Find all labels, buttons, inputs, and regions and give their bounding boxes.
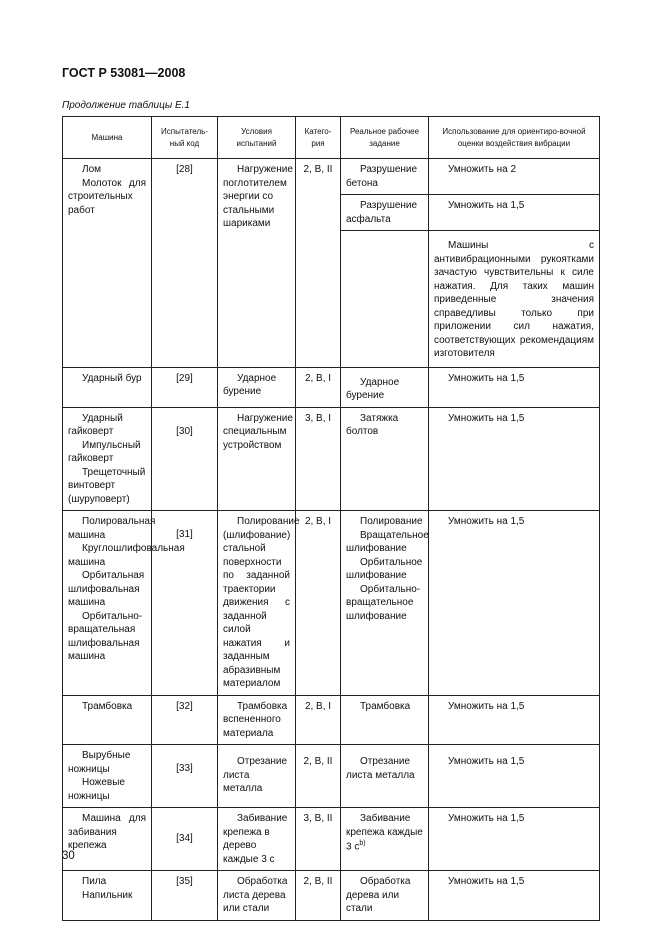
machine-cell <box>63 407 152 511</box>
real-task-cell <box>341 511 429 696</box>
col-header-machine: Машина <box>63 117 152 159</box>
col-header-conditions: Условия испытаний <box>218 117 296 159</box>
machine-name: Полировальная машина <box>68 516 156 541</box>
machine-name: Круглошлифовальная машина <box>68 543 185 568</box>
table-row <box>63 745 600 808</box>
usage-cell: Умножить на 2 <box>429 159 600 195</box>
usage-cell: Умножить на 1,5 <box>429 808 600 871</box>
col-header-real-task: Реальное рабочее задание <box>341 117 429 159</box>
real-task-text: Забивание крепежа каждые 3 с <box>346 813 423 853</box>
machine-name: Лом <box>82 164 101 175</box>
usage-cell: Умножить на 1,5 <box>429 511 600 696</box>
conditions-cell: Забивание крепежа в дерево каждые 3 с <box>218 808 296 871</box>
real-task-item: Вращательное шлифование <box>346 529 429 554</box>
real-task-cell <box>341 808 429 871</box>
usage-cell: Умножить на 1,5 <box>429 407 600 511</box>
test-code-cell: [29] <box>152 367 218 407</box>
test-code-cell: [35] <box>152 871 218 921</box>
test-code-cell: [28] <box>152 159 218 368</box>
machine-name: Орбитально-вращательная шлифовальная машина <box>68 610 143 662</box>
conditions-cell: Трамбовка вспененного материала <box>218 695 296 745</box>
table-row <box>63 159 600 195</box>
machine-cell <box>63 745 152 808</box>
category-cell: 2, В, I <box>296 367 341 407</box>
category-cell: 3, В, II <box>296 808 341 871</box>
machine-name: Трещеточный винтоверт (шуруповерт) <box>68 466 146 505</box>
footnote-marker: b) <box>359 840 366 847</box>
col-header-test-code: Испытатель-ный код <box>152 117 218 159</box>
usage-cell: Умножить на 1,5 <box>429 695 600 745</box>
table-caption: Продолжение таблицы Е.1 <box>62 100 190 111</box>
real-task-item: Орбитальное шлифование <box>346 556 423 581</box>
conditions-cell: Полирование (шлифование) стальной поверхности по заданной траектории движения с заданной силой нажатия и заданным абразивным материалом <box>218 511 296 696</box>
table-row <box>63 367 600 407</box>
test-code-cell: [30] <box>152 407 218 511</box>
conditions-cell: Отрезание листа металла <box>218 745 296 808</box>
machine-name: Молоток для строительных работ <box>68 177 146 216</box>
col-header-usage: Использование для ориентиро-вочной оценки воздействия вибрации <box>429 117 600 159</box>
usage-cell: Умножить на 1,5 <box>429 745 600 808</box>
col-header-category: Катего-рия <box>296 117 341 159</box>
test-code-cell: [31] <box>152 511 218 696</box>
machine-name: Трамбовка <box>82 700 133 712</box>
real-task-item: Полирование <box>360 516 423 527</box>
real-task-cell: Обработка дерева или стали <box>341 871 429 921</box>
usage-note-cell: Машины с антивибрационными рукоятками зачастую чувствительны к силе нажатия. Для таких машин приведенные значения справедливы только при приложении сил нажатия, соответствующих рекомендациям изготовителя <box>429 231 600 368</box>
machine-cell <box>63 695 152 745</box>
machine-cell <box>63 808 152 871</box>
document-code: ГОСТ Р 53081—2008 <box>62 66 186 80</box>
usage-cell: Умножить на 1,5 <box>429 871 600 921</box>
real-task-cell: Разрушение бетона <box>341 159 429 195</box>
category-cell: 2, В, II <box>296 159 341 368</box>
real-task-cell: Затяжка болтов <box>341 407 429 511</box>
real-task-cell: Ударное бурение <box>341 367 429 407</box>
real-task-item: Орбитально-вращательное шлифование <box>346 583 421 622</box>
machine-cell <box>63 159 152 368</box>
category-cell: 2, В, I <box>296 511 341 696</box>
real-task-cell: Трамбовка <box>341 695 429 745</box>
machine-name: Пила <box>82 876 107 887</box>
conditions-cell: Нагружение поглотителем энергии со стальными шариками <box>218 159 296 368</box>
machine-name: Машина для забивания крепежа <box>68 813 146 851</box>
conditions-cell: Нагружение специальным устройством <box>218 407 296 511</box>
category-cell: 2, В, II <box>296 745 341 808</box>
conditions-cell: Ударное бурение <box>218 367 296 407</box>
machine-name: Ножевые ножницы <box>68 777 125 802</box>
machine-name: Вырубные ножницы <box>68 750 131 775</box>
real-task-cell: Разрушение асфальта <box>341 195 429 231</box>
category-cell: 3, В, I <box>296 407 341 511</box>
real-task-cell: Отрезание листа металла <box>341 745 429 808</box>
test-code-cell: [33] <box>152 745 218 808</box>
category-cell: 2, В, II <box>296 871 341 921</box>
machine-name: Ударный гайковерт <box>68 412 123 437</box>
test-code-cell: [34] <box>152 808 218 871</box>
usage-cell: Умножить на 1,5 <box>429 367 600 407</box>
test-code-cell: [32] <box>152 695 218 745</box>
machine-name: Импульсный гайковерт <box>68 439 141 464</box>
real-task-cell <box>341 231 429 368</box>
vibration-table <box>62 116 600 921</box>
table-row <box>63 407 600 511</box>
machine-name: Орбитальная шлифовальная машина <box>68 570 145 608</box>
table-header-row <box>63 117 600 159</box>
table-row <box>63 808 600 871</box>
machine-name: Ударный бур <box>82 372 142 384</box>
machine-cell <box>63 871 152 921</box>
usage-cell: Умножить на 1,5 <box>429 195 600 231</box>
table-row <box>63 511 600 696</box>
table-row <box>63 871 600 921</box>
category-cell: 2, В, I <box>296 695 341 745</box>
table-row <box>63 695 600 745</box>
page-number: 30 <box>62 850 75 862</box>
machine-cell <box>63 367 152 407</box>
conditions-cell: Обработка листа дерева или стали <box>218 871 296 921</box>
machine-name: Напильник <box>82 889 133 901</box>
